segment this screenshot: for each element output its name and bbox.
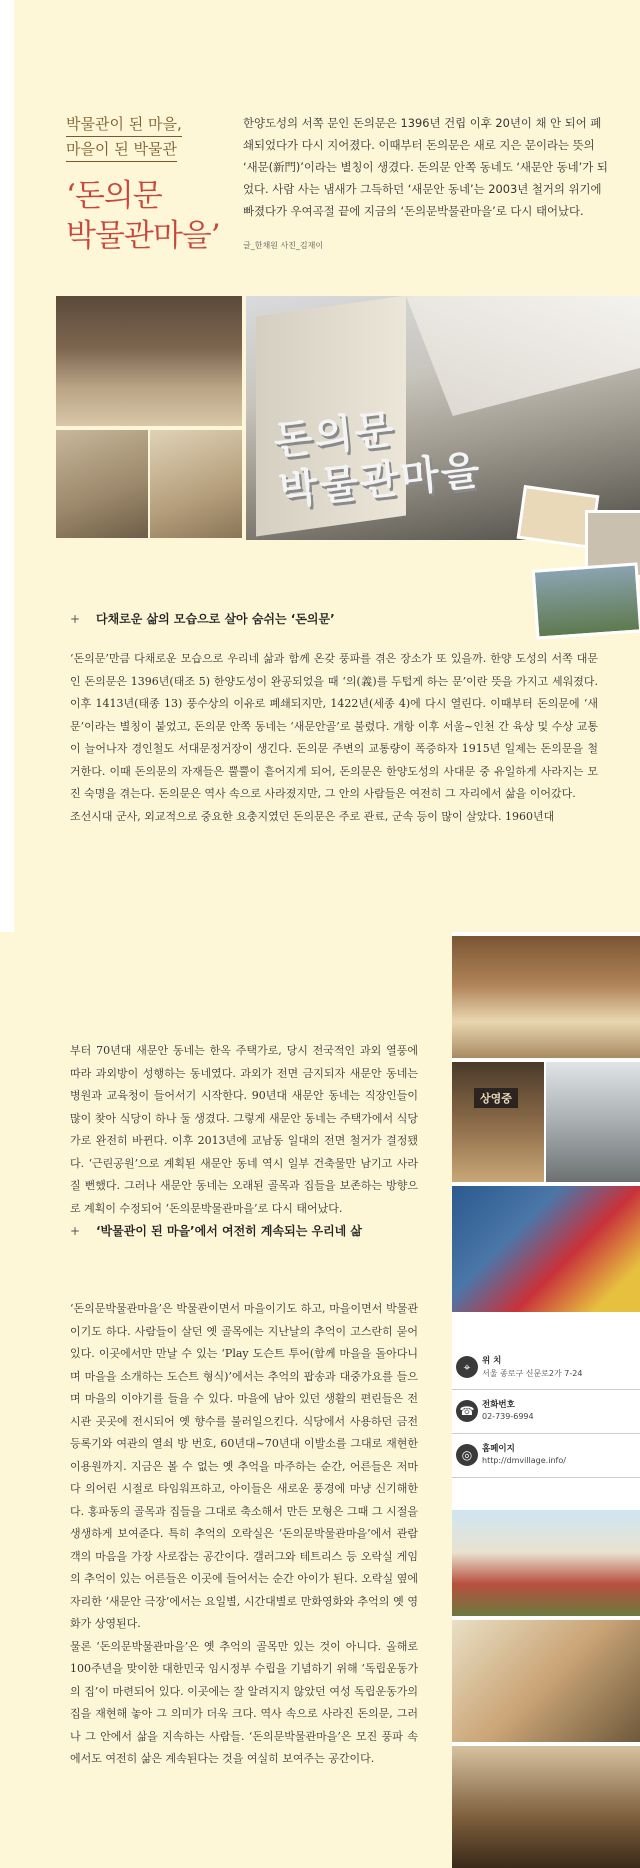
title-line-1: ‘돈의문 — [66, 178, 162, 214]
section2-paragraph-1: ‘돈의문박물관마을’은 박물관이면서 마을이기도 하고, 마을이면서 박물관이기도 하다. 사람들이 살던 옛 골목에는 지난날의 추억이 고스란히 묻어 있다. 이곳에서만 만날 수 있는 ‘Play 도슨트 투어(함께 마을을 돌아다니며 마을을 소개하는 도슨트 형식)’에서는 추억의 팝송과 대중가요를 들으며 마을의 이야기를 들을 수 있다. 마을에 남아 있던 생활의 편린들은 전시관 곳곳에 전시되어 옛 향수를 불러일으킨다. 식당에서 사용하던 금전등록기와 여관의 열쇠 방 번호, 60년대~70년대 이발소를 그대로 재현한 이용원까지. 지금은 볼 수 없는 옛 추억을 마주하는 순간, 어른들은 저마다 의어린 시절로 타임워프하고, 아이들은 새로운 풍경에 마냥 신기해한다. 홍파동의 골목과 집들을 그대로 축소해서 만든 모형은 그때 그 시절을 생생하게 보여준다. 특히 추억의 오락실은 ‘돈의문박물관마을’에서 관람객의 마음을 가장 사로잡는 공간이다. 갤러그와 테트리스 등 오락실 게임의 추억이 있는 어른들은 이곳에 들어서는 순간 아이가 된다. 오락실 옆에 자리한 ‘새문안 극장’에서는 요일별, 시간대별로 만화영화와 추억의 옛 영화가 상영된다. — [70, 1302, 418, 1630]
theater-sign-text: 상영중 — [474, 1088, 518, 1108]
website-link[interactable]: http://dmvillage.info/ — [482, 1456, 566, 1465]
section2-heading — [70, 1222, 362, 1239]
plus-icon: + — [70, 1224, 81, 1238]
photo-snapshot-alley — [532, 562, 640, 639]
info-box — [452, 1352, 640, 1484]
section1-paragraph-2: 조선시대 군사, 외교적으로 중요한 요충지였던 돈의문은 주로 관료, 군속 등이 많이 살았다. 1960년대 — [70, 809, 555, 823]
section1-continued: 부터 70년대 새문안 동네는 한옥 주택가로, 당시 전국적인 과외 열풍에 따라 과외방이 성행하는 동네였다. 과외가 전면 금지되자 새문안 동네는 병원과 교육청이 들어서기 시작한다. 90년대 새문안 동네는 직장인들이 많이 찾아 식당이 하나 둘 생겼다. 그렇게 새문안 동네는 주택가에서 식당가로 완전히 바뀐다. 이후 2013년에 교남동 일대의 전면 철거가 결정됐다. ‘근린공원’으로 계획된 새문안 동네 역시 일부 건축물만 남기고 사라질 뻔했다. 그러나 새문안 동네는 오래된 골목과 집들을 보존하는 방향으로 계획이 수정되어 ‘돈의문박물관마을’로 다시 태어났다. — [70, 1044, 418, 1215]
location-label: 위 치 — [482, 1356, 502, 1366]
section1-heading-text: 다채로운 삶의 모습으로 살아 숨쉬는 ‘돈의문’ — [96, 612, 335, 626]
title-line-2: 박물관마을’ — [66, 218, 220, 254]
section1-paragraph-1: ‘돈의문’만큼 다채로운 모습으로 우리네 삶과 함께 온갖 풍파를 겪은 장소가 또 있을까. 한양 도성의 서쪽 대문인 돈의문은 1396년(태조 5) 한양도성이 완공되었을 때 ‘의(義)를 두텁게 하는 문’이란 뜻을 가지고 세워졌다. 이후 1413년(태종 13) 풍수상의 이유로 폐쇄되지만, 1422년(세종 4)에 다시 열린다. 이때부터 돈의문에 ‘새문’이라는 별칭이 붙었고, 돈의문 안쪽 동네는 ‘새문안골’로 불렸다. 개항 이후 서울~인천 간 육상 및 수상 교통이 늘어나자 경인철도 서대문정거장이 생긴다. 돈의문 주변의 교통량이 폭증하자 1915년 일제는 돈의문을 철거한다. 이때 돈의문의 자재들은 뿔뿔이 흩어지게 되어, 돈의문은 한양도성의 사대문 중 유일하게 사라지는 모진 숙명을 겪는다. 돈의문은 역사 속으로 사라졌지만, 그 안의 사람들은 여전히 그 자리에서 삶을 이어갔다. — [70, 652, 598, 800]
photo-arcade-exterior — [452, 1510, 640, 1616]
phone-label: 전화번호 — [482, 1400, 515, 1410]
kicker-line-1: 박물관이 된 마을, — [66, 112, 182, 137]
info-location — [452, 1352, 640, 1396]
section2-body — [70, 1298, 418, 1771]
section2-paragraph-2: 물론 ‘돈의문박물관마을’은 옛 추억의 골목만 있는 것이 아니다. 올해로 100주년을 맞이한 대한민국 임시정부 수립을 기념하기 위해 ‘독립운동가의 집’이 마련되어 있다. 이곳에는 잘 알려지지 않았던 여성 독립운동가의 집을 재현해 놓아 그 의미가 더욱 크다. 역사 속으로 사라진 돈의문, 그러나 그 안에서 삶을 지속하는 사람들. ‘돈의문박물관마을’은 모진 풍파 속에서도 여전히 삶은 계속된다는 것을 여실히 보여주는 공간이다. — [70, 1639, 418, 1765]
website-label: 홈페이지 — [482, 1444, 515, 1454]
village-sign — [271, 396, 484, 517]
photo-theater-sign — [452, 1062, 544, 1182]
location-value: 서울 종로구 신문로2가 7-24 — [482, 1369, 583, 1378]
photo-colorful-room — [452, 1186, 640, 1312]
photo-miniature-house — [56, 430, 148, 538]
section1-heading — [70, 610, 335, 627]
photo-miniature-figures — [150, 430, 242, 538]
photo-arcade-interior — [452, 1620, 640, 1742]
photo-exhibit-hall — [452, 1746, 640, 1868]
photo-independence-exhibit — [56, 296, 242, 426]
globe-icon: ◎ — [456, 1444, 478, 1466]
info-website — [452, 1440, 640, 1484]
photo-alley — [546, 1062, 640, 1182]
article-title — [66, 176, 256, 256]
phone-icon: ☎ — [456, 1400, 478, 1422]
credit-line: 글_한채원 사진_김재이 — [243, 241, 324, 250]
location-pin-icon: ⌖ — [456, 1356, 478, 1378]
info-phone — [452, 1396, 640, 1440]
village-sign-line-2: 박물관마을 — [276, 447, 484, 515]
plus-icon: + — [70, 612, 81, 626]
kicker-line-2: 마을이 된 박물관 — [66, 137, 177, 162]
article-kicker — [66, 112, 206, 162]
photo-interior-room — [452, 936, 640, 1058]
section1-body — [70, 648, 598, 828]
section2-heading-text: ‘박물관이 된 마을’에서 여전히 계속되는 우리네 삶 — [96, 1224, 363, 1238]
phone-value: 02-739-6994 — [482, 1412, 534, 1421]
intro-paragraph: 한양도성의 서쪽 문인 돈의문은 1396년 건립 이후 20년이 채 안 되어 폐쇄되었다가 다시 지어졌다. 이때부터 돈의문은 새로 지은 문이라는 뜻의 ‘새문(新門)’이라는 별칭이 생겼다. 돈의문 안쪽 동네도 ‘새문안 동네’가 되었다. 사람 사는 냄새가 그득하던 ‘새문안 동네’는 2003년 철거의 위기에 빠졌다가 우여곡절 끝에 지금의 ‘돈의문박물관마을’로 다시 태어났다. — [243, 116, 608, 218]
village-sign-line-1: 돈의문 — [271, 406, 398, 465]
